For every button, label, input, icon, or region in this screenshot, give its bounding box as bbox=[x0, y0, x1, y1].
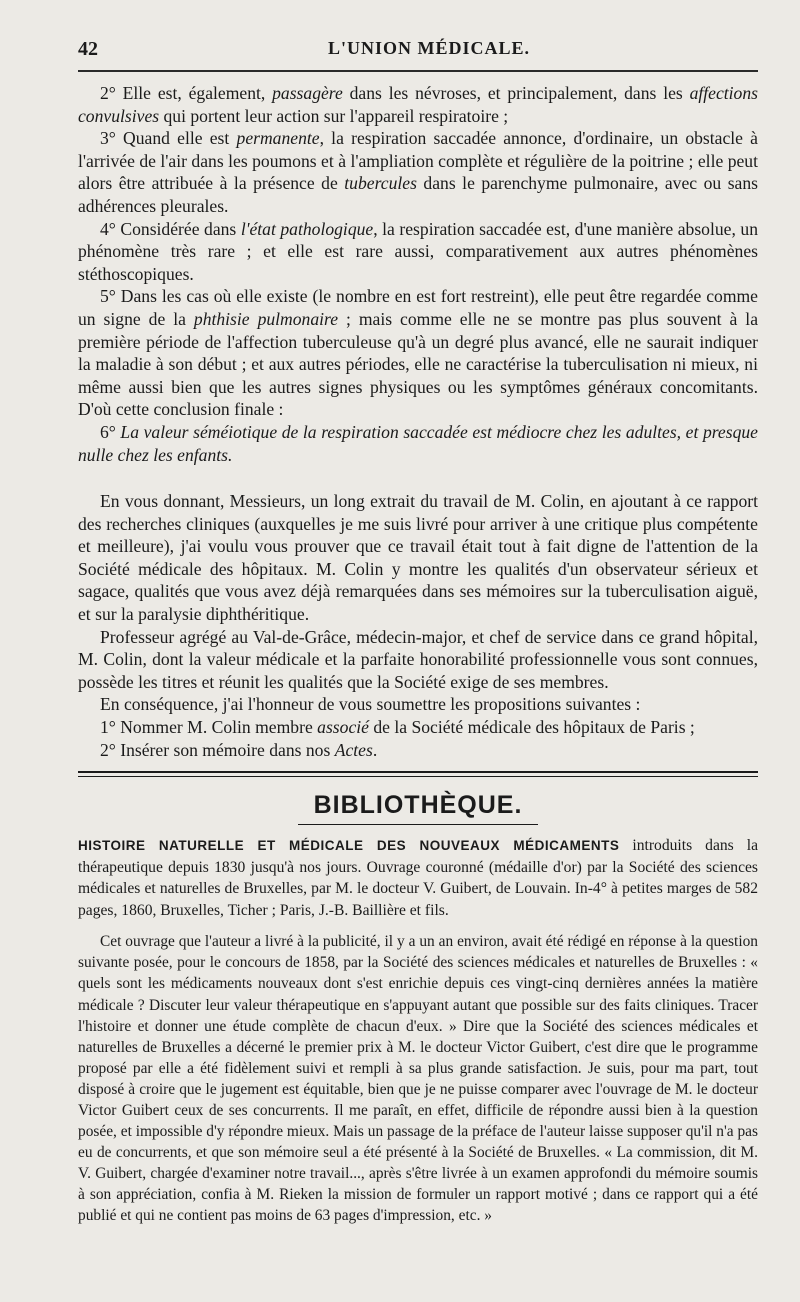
book-entry bbox=[78, 835, 758, 921]
proposition-item: 1° Nommer M. Colin membre associé de la Société médicale des hôpitaux de Paris ; bbox=[100, 717, 695, 738]
propositions-list bbox=[78, 716, 758, 761]
report-conclusion bbox=[78, 490, 758, 716]
conclusion-item: 3° Quand elle est permanente, la respiration saccadée annonce, d'ordinaire, un obstacle à l'arrivée de l'air dans les poumons et à l'ampliation complète et régulière de la poitrine ; elle peut alors être attribuée à la présence de tubercules dans le parenchyme pulmonaire, avec ou sans adhérences pleurales. bbox=[78, 128, 758, 216]
conclusion-item: 5° Dans les cas où elle existe (le nombre en est fort restreint), elle peut être regardée comme un signe de la phthisie pulmonaire ; mais comme elle ne se montre pas plus souvent à la première période de l'affection tuberculeuse qu'à un degré plus avancé, elle ne saurait indiquer la maladie à son début ; et aux autres périodes, elle ne caractérise la tuberculisation ni mieux, ni même aussi bien que les autres signes physiques ou les symptômes généraux concomitants. D'où cette conclusion finale : bbox=[78, 286, 758, 420]
section-rule bbox=[78, 771, 758, 773]
conclusions-list bbox=[78, 82, 758, 466]
body-paragraph: Professeur agrégé au Val-de-Grâce, médecin-major, et chef de service dans ce grand hôpital, M. Colin, dont la valeur médicale et la parfaite honorabilité professionnelle vous sont connues, possède les titres et réunit les qualités que la Société exige de ses membres. bbox=[78, 626, 758, 692]
page-number: 42 bbox=[78, 38, 98, 60]
running-title: L'UNION MÉDICALE. bbox=[328, 38, 531, 58]
header-rule bbox=[78, 70, 758, 72]
page-header bbox=[78, 38, 758, 70]
section-title: BIBLIOTHÈQUE. bbox=[313, 791, 523, 820]
book-description: introduits dans la thérapeutique depuis 1830 jusqu'à nos jours. Ouvrage couronné (médaille d'or) par la Société des sciences médicales et naturelles de Bruxelles, par M. le docteur V. Guibert, de Louvain. In-4° à petites marges de 582 pages, 1860, Bruxelles, Ticher ; Paris, J.-B. Baillière et fils. bbox=[78, 837, 759, 919]
title-underline bbox=[298, 824, 538, 825]
book-title: HISTOIRE NATURELLE ET MÉDICALE DES NOUVEAUX MÉDICAMENTS bbox=[78, 838, 620, 854]
conclusion-item: 4° Considérée dans l'état pathologique, la respiration saccadée est, d'une manière absolue, un phénomène très rare ; et elle est rare aussi, comparativement aux autres phénomènes stéthoscopiques. bbox=[78, 218, 758, 284]
body-paragraph: En conséquence, j'ai l'honneur de vous soumettre les propositions suivantes : bbox=[100, 694, 641, 715]
proposition-item: 2° Insérer son mémoire dans nos Actes. bbox=[100, 739, 378, 760]
body-paragraph: En vous donnant, Messieurs, un long extrait du travail de M. Colin, en ajoutant à ce rapport des recherches cliniques (auxquelles je me suis livré pour arriver à une critique plus compétente et meilleure), j'ai voulu vous prouver que ce travail était tout à fait digne de l'attention de la Société médicale des hôpitaux. M. Colin y montre les qualités d'un observateur sérieux et sagace, qualités que vous avez déjà remarquées dans ses mémoires sur la tuberculisation aiguë, et sur la paralysie diphthéritique. bbox=[78, 491, 758, 625]
review-text: Cet ouvrage que l'auteur a livré à la publicité, il y a un an environ, avait été rédigé en réponse à la question suivante posée, pour le concours de 1858, par la Société des sciences médicales et naturelles de Bruxelles : « quels sont les médicaments nouveaux dont s'est enrichie depuis ces vingt-cinq dernières années la matière médicale ? Discuter leur valeur thérapeutique en s'appuyant autant que possible sur des faits cliniques. Tracer l'histoire et donner une étude complète de chacun d'eux. » Dire que la Société des sciences médicales et naturelles de Bruxelles a décerné le premier prix à M. le docteur Victor Guibert, c'est dire que le programme proposé par elle a été fidèlement suivi et rempli à sa plus grande satisfaction. Je suis, pour ma part, tout disposé à croire que le jugement est équitable, bien que je ne puisse comparer avec l'ouvrage de M. le docteur Victor Guibert ceux de ses concurrents. Il me paraît, en effet, difficile de répondre aussi bien à la question posée, et impossible d'y répondre mieux. Mais un passage de la préface de l'auteur laisse supposer qu'il n'a pas eu de concurrents, et que son mémoire seul a été présenté à la Société de Bruxelles. « La commission, dit M. V. Guibert, chargée d'examiner notre travail..., après s'être livrée à un examen approfondi du mémoire soumis à son appréciation, confia à M. Rieken la mission de formuler un rapport motivé ; dans ce rapport qui a été publié et qui ne contient pas moins de 63 pages d'impression, etc. » bbox=[78, 933, 758, 1225]
conclusion-item: 2° Elle est, également, passagère dans les névroses, et principalement, dans les affections convulsives qui portent leur action sur l'appareil respiratoire ; bbox=[78, 83, 758, 126]
conclusion-item: 6° La valeur séméiotique de la respiration saccadée est médiocre chez les adultes, et presque nulle chez les enfants. bbox=[78, 421, 758, 465]
